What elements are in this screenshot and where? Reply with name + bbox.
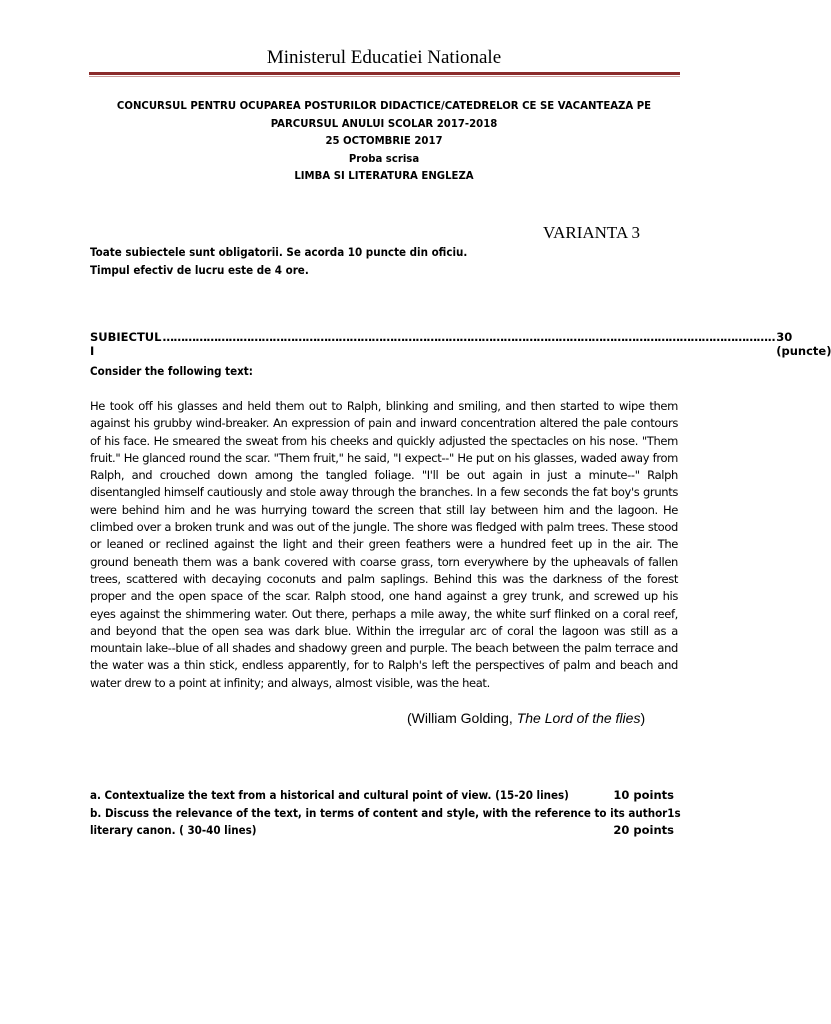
exam-header bbox=[104, 97, 663, 185]
citation-close: ) bbox=[640, 710, 646, 726]
task-item bbox=[90, 822, 678, 840]
instruction-line: Timpul efectiv de lucru este de 4 ore. bbox=[90, 262, 309, 277]
task-points: 10 points bbox=[613, 788, 674, 802]
task-points: 20 points bbox=[613, 823, 674, 838]
subject-points: 30 (puncte) bbox=[776, 330, 831, 358]
header-rule bbox=[89, 72, 680, 75]
instructions bbox=[90, 244, 594, 279]
citation bbox=[407, 710, 645, 726]
citation-author: (William Golding, bbox=[407, 710, 517, 726]
subject-label: SUBIECTUL I bbox=[90, 330, 162, 358]
header-line-subject: LIMBA SI LITERATURA ENGLEZA bbox=[294, 169, 474, 183]
consider-prompt: Consider the following text: bbox=[90, 364, 253, 378]
task-text: b. Discuss the relevance of the text, in terms of content and style, with the reference to its author1s bbox=[90, 805, 681, 820]
task-item bbox=[90, 787, 678, 805]
literary-passage: He took off his glasses and held them out to Ralph, blinking and smiling, and then started to wipe them against his grubby wind-breaker. An expression of pain and inward concentration altered the pale contours of his face. He smeared the sweat from his cheeks and quickly adjusted the spectacles on his nose. "Them fruit." He glanced round the scar. "Them fruit," he said, "I expect--" He put on his glasses, waded away from Ralph, and crouched down among the tangled foliage. "I'll be out again in just a minute--" Ralph disentangled himself cautiously and stole away through the branches. In a few seconds the fat boy's grunts were behind him and he was hurrying toward the screen that still lay between him and the lagoon. He climbed over a broken trunk and was out of the jungle. The shore was fledged with palm trees. These stood or leaned or reclined against the light and their green feathers were a hundred feet up in the air. The ground beneath them was a bank covered with coarse grass, torn everywhere by the upheavals of fallen trees, scattered with decaying coconuts and palm saplings. Behind this was the darkness of the forest proper and the open space of the scar. Ralph stood, one hand against a grey trunk, and screwed up his eyes against the shimmering water. Out there, perhaps a mile away, the white surf flinked on a coral reef, and beyond that the open sea was dark blue. Within the irregular arc of coral the lagoon was still as a mountain lake--blue of all shades and shadowy green and purple. The beach between the palm terrace and the water was a thin stick, endless apparently, for to Ralph's left the perspectives of palm and beach and water drew to a point at infinity; and always, almost visible, was the heat. bbox=[90, 399, 678, 690]
variant-label: VARIANTA 3 bbox=[543, 223, 641, 242]
header-line-date: 25 OCTOMBRIE 2017 bbox=[325, 134, 443, 148]
task-text: a. Contextualize the text from a historical and cultural point of view. (15-20 lines) bbox=[90, 788, 569, 802]
instruction-line: Toate subiectele sunt obligatorii. Se acorda 10 puncte din oficiu. bbox=[90, 245, 468, 259]
subject-dots: ………………………………………………………………………………………………………………………………………………….. bbox=[162, 330, 776, 344]
task-text: literary canon. ( 30-40 lines) bbox=[90, 823, 257, 838]
header-line-contest: CONCURSUL PENTRU OCUPAREA POSTURILOR DIDACTICE/CATEDRELOR CE SE VACANTEAZA PE bbox=[116, 99, 652, 112]
header-line-test-type: Proba scrisa bbox=[348, 151, 420, 165]
subject-heading bbox=[90, 330, 831, 358]
citation-title: The Lord of the flies bbox=[516, 710, 641, 726]
task-list bbox=[90, 787, 681, 840]
header-line-year: PARCURSUL ANULUI SCOLAR 2017-2018 bbox=[270, 116, 498, 130]
header-rule-thin bbox=[89, 76, 680, 77]
ministry-title: Ministerul Educatiei Nationale bbox=[266, 47, 502, 68]
task-item bbox=[90, 805, 681, 823]
